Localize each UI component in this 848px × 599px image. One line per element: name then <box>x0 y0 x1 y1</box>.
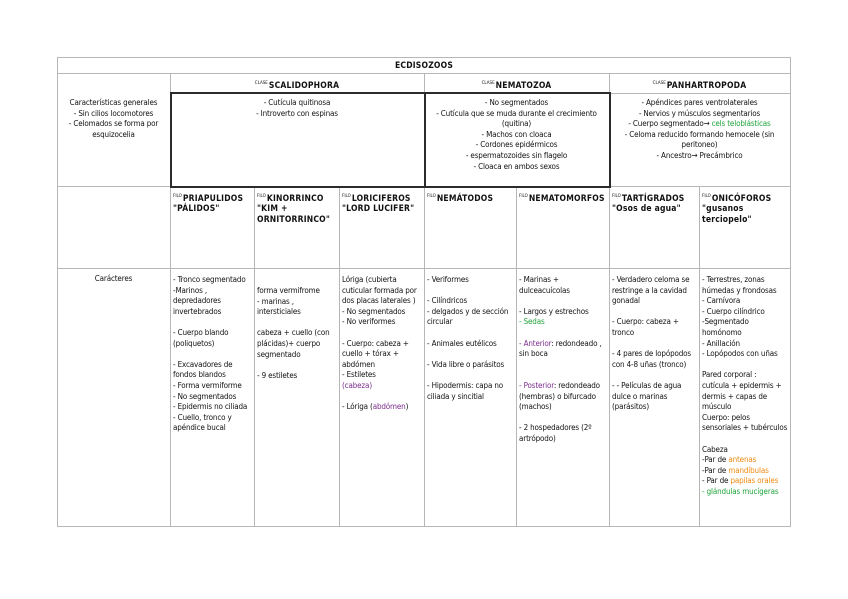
posterior-highlight: - Posterior <box>519 380 554 390</box>
phylum-header-loriciferos: $^{FILO}$LORICIFEROS "LORD LUCIFER" <box>342 193 415 215</box>
grid-line <box>699 186 700 527</box>
class-header-scalidophora: $^{CLASE}$SCALIDOPHORA <box>254 80 340 91</box>
general-characteristics-label: Características generales - Sin cilios locomotores - Celomados se forma por esquizocelia <box>68 98 159 139</box>
sedas-highlight: - Sedas <box>519 317 545 327</box>
grid-line <box>790 57 791 527</box>
kinorrinco-characters: forma vermifrome - marinas , intersticiales cabeza + cuello (con plácidas)+ cuerpo segmentado - 9 estiletes <box>257 286 330 380</box>
anterior-highlight: - Anterior <box>519 338 552 348</box>
table-title: ECDISOZOOS <box>394 61 454 71</box>
cabeza-highlight: (cabeza) <box>342 380 372 390</box>
mandibulas-highlight: mandíbulas <box>728 465 769 475</box>
antenas-highlight: antenas <box>728 455 757 465</box>
glandulas-highlight: - glándulas mucígeras <box>702 486 779 496</box>
phylum-header-priapulidos: $^{FILO}$PRIAPULIDOS "PÁLIDOS" <box>173 193 244 215</box>
scalidophora-general: - Cutícula quitinosa - Introverto con espinas <box>256 98 338 118</box>
phylum-header-nematomorfos: $^{FILO}$NEMATOMORFOS <box>519 193 605 204</box>
priapulidos-characters: - Tronco segmentado -Marinos , depredadores invertebrados - Cuerpo blando (poliquetos) - Excavadores de fondos blandos - Forma vermiforme - No segmentados - Epidermis no ciliada - Cuello, tronco y apéndice bucal <box>173 275 248 433</box>
grid-line <box>57 57 791 58</box>
phylum-header-nematodos: $^{FILO}$NEMÁTODOS <box>427 193 494 204</box>
phylum-header-kinorrinco: $^{FILO}$KINORRINCO "KIM + ORNITORRINCO" <box>257 193 331 226</box>
grid-line <box>254 186 255 527</box>
class-header-panhartropoda: $^{CLASE}$PANHARTROPODA <box>652 80 747 91</box>
tartigrados-characters: - Verdadero celoma se restringe a la cavidad gonadal - Cuerpo: cabeza + tronco - 4 pares de lopópodos con 4-8 uñas (tronco) - - Películas de agua dulce o marinas (parásitos) <box>612 275 692 412</box>
nematodos-characters: - Veriformes - Cilíndricos - delgados y de sección circular - Animales eutélicos - Vida libre o parásitos - Hipodermis: capa no ciliada y sincitial <box>427 275 509 401</box>
nematomorfos-characters: - Marinas + dulceacuícolas - Largos y estrechos - Sedas - Anterior: redondeado , sin boca - Posterior: redondeado (hembras) o bifurcado (machos) - 2 hospedadores (2º artrópodo) <box>519 275 608 445</box>
loriciferos-characters: Lóriga (cubierta cuticular formada por dos placas laterales ) - No segmentados - No veriformes - Cuerpo: cabeza + cuello + tórax + abdómen - Estiletes (cabeza) - Lóriga (abdómen) <box>342 275 424 413</box>
nematozoa-general: - No segmentados - Cutícula que se muda durante el crecimiento (quitina) - Machos con cloaca - Cordones epidérmicos - espermatozoides sin flagelo - Cloaca en ambos sexos <box>436 98 597 171</box>
papilas-highlight: papilas orales <box>730 476 779 486</box>
phylum-header-tartigrados: $^{FILO}$TARTÍGRADOS "Osos de agua" <box>612 193 685 215</box>
characters-label: Carácteres <box>94 274 133 283</box>
grid-line <box>516 186 517 527</box>
onicoforos-characters: - Terrestres, zonas húmedas y frondosas - Carnívora - Cuerpo cilíndrico -Segmentado homónomo - Anillación - Lopópodos con uñas Pared corporal : cutícula + epidermis + dermis + capas de músculo Cuerpo: pelos sensoriales + tubérculos Cabeza -Par de antenas -Par de mandíbulas - Par de papilas orales - glándulas mucígeras <box>702 275 790 497</box>
teloblastic-cells-highlight: cels teloblásticas <box>711 119 771 129</box>
grid-line <box>339 186 340 527</box>
phylum-header-onicoforos: $^{FILO}$ONICÓFOROS "gusanos terciopelo" <box>702 193 772 226</box>
abdomen-highlight: abdómen <box>372 402 406 412</box>
class-header-nematozoa: $^{CLASE}$NEMATOZOA <box>481 80 552 91</box>
panhartropoda-general: - Apéndices pares ventrolaterales - Nervios y músculos segmentarios - Cuerpo segmentado→ cels teloblásticas - Celoma reducido formando hemocele (sin peritoneo) - Ancestro→ Precámbrico <box>624 98 775 160</box>
